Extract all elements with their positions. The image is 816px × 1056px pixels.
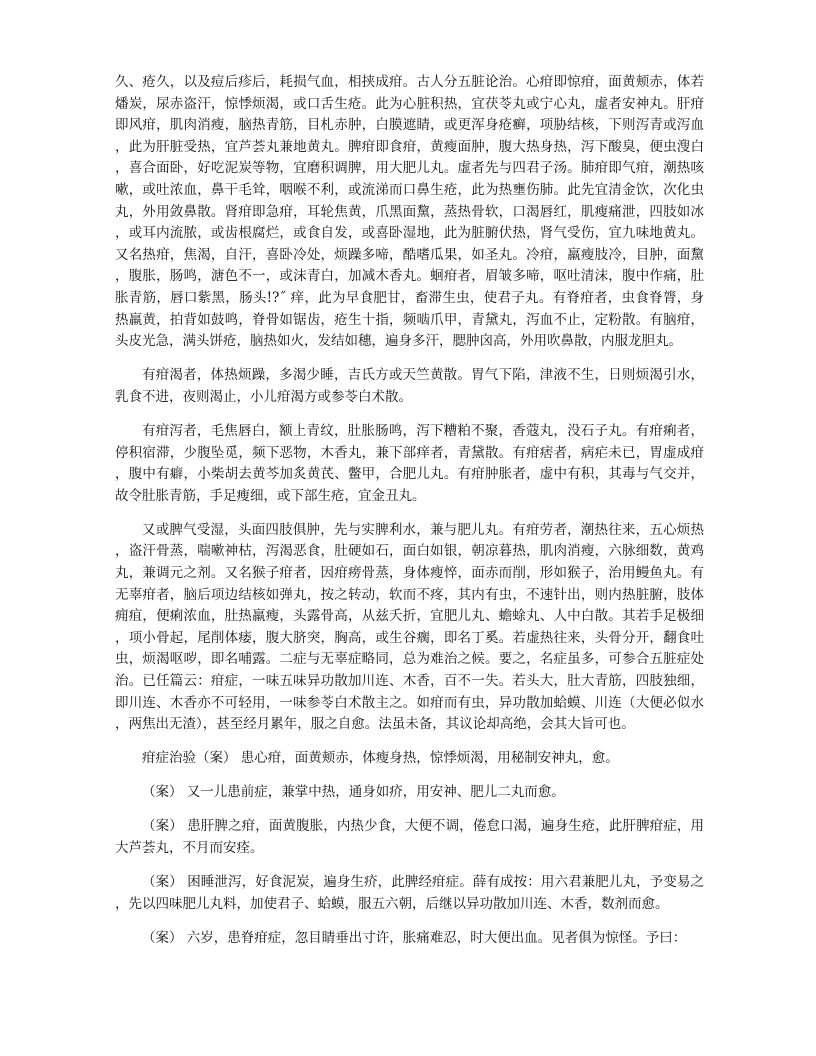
paragraph-five-organ-gan: 久、疮久，以及痘后疹后，耗损气血，相挟成疳。古人分五脏论治。心疳即惊疳，面黄颊赤，体若燔炭，尿赤盗汗，惊悸烦渴，或口舌生疮。此为心脏积热，宜茯苓丸或宁心丸，虚者安神丸。肝疳即风疳，肌肉消瘦，脑热青筋，目札赤肿，白膜遮睛，或更浑身疮癣，项胁结核，下则泻青或泻血，此为肝脏受热，宜芦荟丸兼地黄丸。脾疳即食疳，黄瘦面肿，腹大热身热，泻下酸臭，便虫溲白，喜合面卧，好吃泥炭等物，宜磨积调脾，用大肥儿丸。虚者先与四君子汤。肺疳即气疳，潮热咳嗽，或吐浓血，鼻干毛耸，咽喉不利，或流涕而口鼻生疮，此为热壅伤肺。此先宜清金饮，次化虫丸，外用敛鼻散。肾疳即急疳，耳轮焦黄，爪黑面黧，蒸热骨软，口渴唇红，肌瘦痛泄，四肢如冰，或耳内流脓，或齿根腐烂，或食自发，或喜卧湿地，此为脏腑伏热，肾气受伤，宜九味地黄丸。又名热疳，焦渴，自汗，喜卧冷处，烦躁多啼，酷嗜瓜果，如圣丸。冷疳，羸瘦肢冷，目肿，面黧，腹胀，肠鸣，溏色不一，或沫青白，加减木香丸。蛔疳者，眉皱多啼，呕吐清沫，腹中作痛，肚胀青筋，唇口紫黑，肠头!?˝ 痒，此为早食肥甘，畜滞生虫，使君子丸。有脊疳者，虫食脊膂，身热羸黄，拍背如鼓鸣，脊骨如锯齿，疮生十指，频啮爪甲，青黛丸，泻血不止，定粉散。有脑疳，头皮光急，满头饼疮，脑热如火，发结如穗，遍身多汗，腮肿囟高，外用吹鼻散，内服龙胆丸。 (115, 74, 704, 350)
paragraph-case-second-child: （案） 又一儿患前症，兼掌中热，通身如疥，用安神、肥儿二丸而愈。 (142, 784, 565, 801)
paragraph-spleen-dampness: 又或脾气受湿，头面四肢俱肿，先与实脾利水，兼与肥儿丸。有疳劳者，潮热往来，五心烦热，盗汗骨蒸，喘嗽神枯，泻渴恶食，肚硬如石，面白如银，朝凉暮热，肌肉消瘦，六脉细数，黄鸡丸，兼调元之剂。又名猴子疳者，因疳痨骨蒸，身体瘦悴，面赤而削，形如猴子，治用鳗鱼丸。有无辜疳者，脑后项边结核如弹丸，按之转动，软而不疼，其内有虫，不速针出，则内热脏腑，肢体痈疽，便痢浓血，肚热羸瘦，头露骨高，从兹夭折，宜肥儿丸、蟾蜍丸、人中白散。其若手足极细，项小骨起，尾削体痿，腹大脐突，胸高，或生谷瘸，即名丁奚。若虚热往来，头骨分开，翻食吐虫，烦渴呕哕，即名哺露。二症与无辜症略同，总为难治之候。要之，名症虽多，可参合五脏症处治。已任篇云：疳症，一味五味异功散加川连、木香，百不一失。若头大，肚大青筋，四肢独细，即川连、木香亦不可轻用，一味参苓白术散主之。如疳而有虫，异功散加蛤蟆、川连（大便必似水，两焦出无渣），甚至经月累年，服之自愈。法虽未备，其议论却高绝，会其大旨可也。 (115, 521, 704, 733)
paragraph-case-heart-gan: 疳症治验（案） 患心疳，面黄颊赤，体瘦身热，惊悸烦渴，用秘制安神丸，愈。 (142, 750, 619, 767)
paragraph-gan-thirst: 有疳渴者，体热烦躁，多渴少睡，吉氏方或天竺黄散。胃气下陷，津液不生，日则烦渴引水，乳食不进，夜则渴止，小儿疳渴方或参苓白术散。 (115, 367, 704, 405)
paragraph-case-spleen-gan: （案） 困睡泄泻，好食泥炭，遍身生疥，此脾经疳症。薛有成按：用六君兼肥儿丸，予变易之，先以四味肥儿丸料，加使君子、蛤蟆，服五六朝，后继以异功散加川连、木香，数剂而愈。 (115, 874, 704, 912)
paragraph-gan-diarrhea: 有疳泻者，毛焦唇白，额上青纹，肚胀肠鸣，泻下糟粕不聚，香蔻丸，没石子丸。有疳痢者，停积宿滞，少腹坠觅，频下恶物，木香丸，兼下部痒者，青黛散。有疳痞者，病疟未已，胃虚成疳，腹中有癖，小柴胡去黄芩加炙黄芪、鳖甲，合肥儿丸。有疳肿胀者，虚中有积，其毒与气交并，故令肚胀青筋，手足瘦细，或下部生疮，宜金丑丸。 (115, 422, 704, 504)
paragraph-case-spine-gan: （案） 六岁，患脊疳症，忽目睛垂出寸许，胀痛难忍，时大便出血。见者俱为惊怪。予曰： (142, 929, 687, 946)
paragraph-case-liver-spleen: （案） 患肝脾之疳，面黄腹胀，内热少食，大便不调，倦怠口渴，遍身生疮，此肝脾疳症，用大芦荟丸，不月而安痊。 (115, 818, 704, 856)
